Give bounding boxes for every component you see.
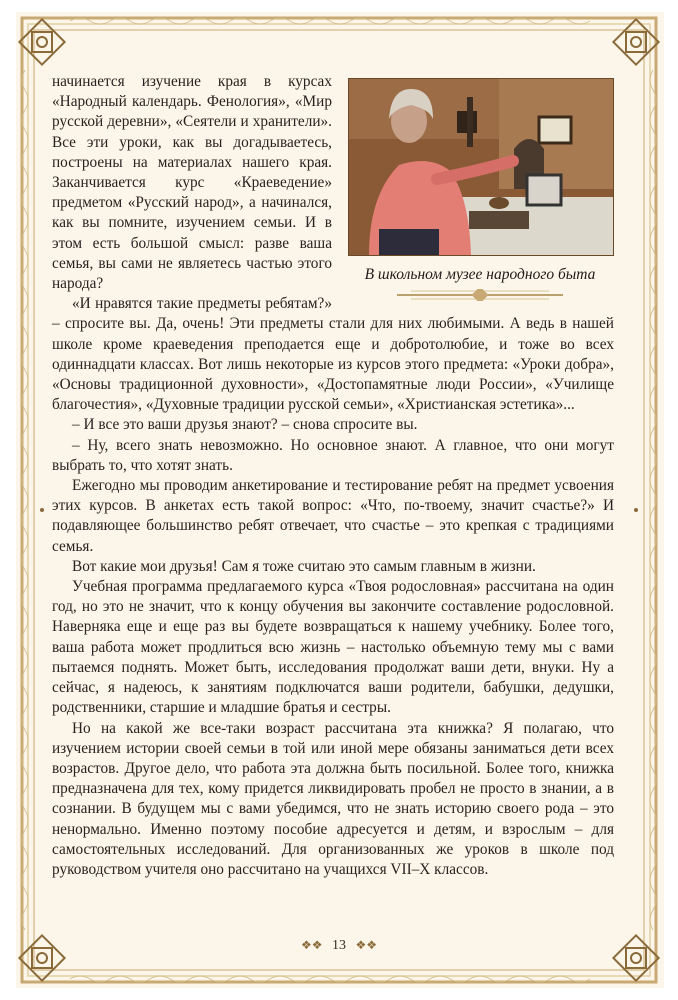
museum-figure bbox=[346, 72, 614, 312]
footer-ornament-left-icon: ❖❖ bbox=[300, 938, 323, 952]
caption-ornament-divider bbox=[391, 289, 569, 301]
paragraph-3: – И все это ваши друзья знают? – снова спросите вы. bbox=[72, 416, 418, 434]
museum-photo bbox=[348, 78, 614, 256]
paragraph-4: – Ну, всего знать невозможно. Но основное знают. А главное, что они могут выбрать то, что хотят знать. bbox=[52, 436, 614, 474]
body-text bbox=[52, 72, 614, 880]
paragraph-2: «И нравятся такие предметы ребятам?» – спросите вы. Да, очень! Эти предметы стали для них любимыми. А ведь в нашей школе кроме краеведения преподается еще и добротолюбие, и тоже во всех одиннадцати классах. Вот лишь некоторые из курсов этого предмета: «Уроки добра», «Основы традиционной духовности», «Достопамятные люди России», «Училище благочестия», «Духовные традиции русской семьи», «Христианская эстетика»... bbox=[52, 295, 614, 414]
page-number: 13 bbox=[332, 938, 346, 953]
paragraph-8: Но на какой же все-таки возраст рассчитана эта книжка? Я полагаю, что изучением истории своей семьи в той или иной мере обязаны заниматься дети всех возрастов. Другое дело, что работа эта должна быть посильной. Более того, книжка предназначена для тех, кому придется ликвидировать пробел не просто в знании, а в сознании. В будущем мы с вами убедимся, что не знать историю своего рода – это ненормально. Именно поэтому пособие адресуется и детям, и взрослым – для самостоятельных исследований. Для организованных же уроков в школе под руководством учителя оно рассчитано на учащихся VII–X классов. bbox=[52, 719, 614, 878]
footer-ornament-right-icon: ❖❖ bbox=[355, 938, 378, 952]
page-footer bbox=[0, 938, 678, 954]
paragraph-6: Вот какие мои друзья! Сам я тоже считаю это самым главным в жизни. bbox=[72, 557, 536, 575]
paragraph-5: Ежегодно мы проводим анкетирование и тестирование ребят на предмет усвоения этих курсов. В анкетах есть такой вопрос: «Что, по-твоему, значит счастье?» И подавляющее большинство ребят отвечает, что счастье – это крепкая с традициями семья. bbox=[52, 477, 614, 555]
paragraph-1: начинается изучение края в курсах «Народный календарь. Фенология», «Мир русской деревни», «Сеятели и хранители». Все эти уроки, как вы догадываетесь, построены на материалах нашего края. Заканчивается курс «Краеведение» предметом «Русский народ», а начинался, как вы помните, изучением семьи. И в этом есть большой смысл: разве ваша семья, вы сами не являетесь частью этого народа? bbox=[52, 73, 332, 293]
museum-photo-image bbox=[349, 79, 613, 255]
figure-caption: В школьном музее народного быта bbox=[364, 266, 596, 283]
paragraph-7: Учебная программа предлагаемого курса «Твоя родословная» рассчитана на один год, но это не значит, что к концу обучения вы закончите составление родословной. Наверняка еще и еще раз вы будете возвращаться к нашему учебнику. Более того, ваша работа может продлиться всю жизнь – настолько объемную тему мы с вами пытаемся поднять. Может быть, исследования продолжат ваши дети, внуки. Ну а сейчас, я надеюсь, к занятиям подключатся ваши родители, бабушки, дедушки, родственники, старшие и младшие братья и сестры. bbox=[52, 578, 614, 717]
